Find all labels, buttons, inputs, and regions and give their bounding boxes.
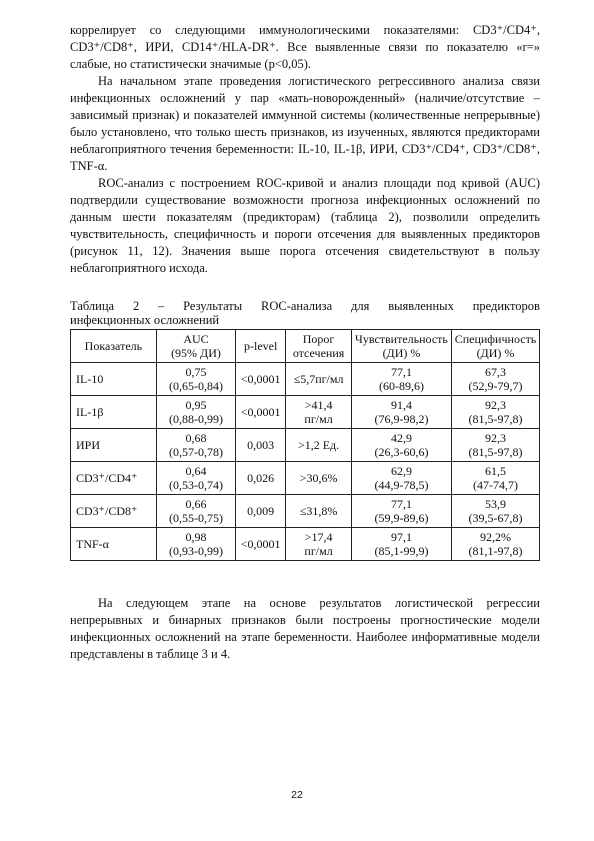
cell-p-level: 0,026 [236,462,286,495]
cell-sensitivity [352,462,452,495]
cell-cutoff [286,495,352,528]
table-caption-line1 [70,299,540,313]
cell-p-level: <0,0001 [236,396,286,429]
cell-line: (81,5-97,8) [468,412,523,426]
cell-auc [156,363,235,396]
cell-line: (26,3-60,6) [374,445,429,459]
cell-line: >1,2 Ед. [297,438,340,452]
cell-line: 77,1 [390,497,412,511]
cell-line: пг/мл [304,544,333,558]
caption-word: 2 [132,299,140,313]
header-text: (ДИ) % [476,346,515,360]
paragraph-roc: ROC-анализ с построением ROC-кривой и анализ площади под кривой (AUC) подтвердили существование возможности прогноза инфекционных осложнений по данным шести показателям (предикторам) (таблица 2), позволили определить чувствительность, специфичность и пороги отсечения для выявленных предикторов (рисунок 11, 12). Значения выше порога отсечения свидетельствуют в пользу неблагоприятного исхода. [70,176,540,275]
cell-sensitivity [352,363,452,396]
cell-line: 92,3 [484,431,506,445]
caption-word: выявленных [388,299,454,313]
header-text: AUC [183,332,209,346]
header-cutoff [286,330,352,363]
cell-line: 0,75 [185,365,207,379]
cell-line: (0,57-0,78) [168,445,223,459]
header-text: Специфичность [454,332,537,346]
cell-specificity [451,462,539,495]
cell-line: (81,5-97,8) [468,445,523,459]
cell-line: (0,93-0,99) [168,544,223,558]
cell-p-level: 0,009 [236,495,286,528]
cell-line: ≤31,8% [299,504,338,518]
cell-specificity [451,495,539,528]
cell-indicator: ИРИ [71,429,157,462]
table-row [71,495,540,528]
cell-line: 0,66 [185,497,207,511]
cell-line: 67,3 [484,365,506,379]
cell-line: (85,1-99,9) [374,544,429,558]
cell-line: (0,55-0,75) [168,511,223,525]
cell-line: пг/мл [304,412,333,426]
cell-line: 91,4 [390,398,412,412]
header-text: (ДИ) % [382,346,421,360]
header-text: Показатель [84,339,143,353]
cell-indicator: TNF-α [71,528,157,561]
cell-line: (44,9-78,5) [374,478,429,492]
caption-word: предикторов [472,299,540,313]
cell-specificity [451,363,539,396]
cell-line: 0,64 [185,464,207,478]
cell-line: >17,4 [304,530,333,544]
cell-indicator: IL-1β [71,396,157,429]
cell-line: (0,65-0,84) [168,379,223,393]
roc-results-table [70,329,540,561]
cell-line: 0,68 [185,431,207,445]
cell-line: 92,3 [484,398,506,412]
header-text: (95% ДИ) [171,346,221,360]
cell-specificity [451,396,539,429]
cell-auc [156,495,235,528]
table-caption-line2: инфекционных осложнений [70,313,220,327]
header-sensitivity [352,330,452,363]
cell-auc [156,462,235,495]
header-text: p-level [244,339,278,353]
cell-line: 97,1 [390,530,412,544]
cell-line: (39,5-67,8) [468,511,523,525]
caption-word: – [158,299,165,313]
caption-word: для [351,299,370,313]
table-row [71,363,540,396]
cell-line: (0,53-0,74) [168,478,223,492]
cell-cutoff [286,396,352,429]
cell-cutoff [286,429,352,462]
paragraph-correlation: коррелирует со следующими иммунологическими показателями: CD3⁺/CD4⁺, CD3⁺/CD8⁺, ИРИ, CD14⁺/HLA-DR⁺. Все выявленные связи по показателю «r=» слабые, но статистически значимые (p<0,05). [70,23,540,71]
cell-p-level: <0,0001 [236,363,286,396]
cell-specificity [451,528,539,561]
cell-line: (0,88-0,99) [168,412,223,426]
cell-sensitivity [352,528,452,561]
cell-line: (76,9-98,2) [374,412,429,426]
cell-indicator: CD3⁺/CD4⁺ [71,462,157,495]
cell-line: 0,95 [185,398,207,412]
table-row [71,429,540,462]
cell-line: (59,9-89,6) [374,511,429,525]
header-text: Порог [302,332,335,346]
cell-specificity [451,429,539,462]
cell-auc [156,528,235,561]
header-text: Чувствительность [355,332,448,346]
cell-p-level: <0,0001 [236,528,286,561]
cell-sensitivity [352,495,452,528]
header-indicator [71,330,157,363]
cell-line: 53,9 [484,497,506,511]
header-specificity [451,330,539,363]
caption-word: ROC-анализа [261,299,333,313]
cell-sensitivity [352,396,452,429]
cell-sensitivity [352,429,452,462]
cell-cutoff [286,528,352,561]
header-auc [156,330,235,363]
cell-line: (60-89,6) [378,379,424,393]
cell-line: >30,6% [299,471,338,485]
cell-line: >41,4 [304,398,333,412]
table-row [71,462,540,495]
caption-word: Таблица [70,299,115,313]
paragraph-next-step: На следующем этапе на основе результатов логистической регрессии непрерывных и бинарных признаков были построены прогностические модели инфекционных осложнений на этапе беременности. Наиболее информативные модели представлены в таблице 3 и 4. [70,596,540,661]
cell-auc [156,396,235,429]
cell-line: 77,1 [390,365,412,379]
cell-auc [156,429,235,462]
cell-cutoff [286,363,352,396]
cell-line: (81,1-97,8) [468,544,523,558]
cell-line: ≤5,7пг/мл [293,372,344,386]
cell-line: 0,98 [185,530,207,544]
caption-word: Результаты [183,299,243,313]
cell-cutoff [286,462,352,495]
header-p-level [236,330,286,363]
document-page [70,22,540,663]
table-caption [70,299,540,327]
cell-line: 92,2% [479,530,511,544]
cell-line: (52,9-79,7) [468,379,523,393]
cell-line: 42,9 [390,431,412,445]
cell-p-level: 0,003 [236,429,286,462]
cell-indicator: IL-10 [71,363,157,396]
page-number: 22 [291,789,303,801]
paragraph-regression: На начальном этапе проведения логистического регрессивного анализа связи инфекционных осложнений у пар «мать-новорожденный» (наличие/отсутствие – зависимый признак) и показателей иммунной системы (количественные непрерывные) было установлено, что только шесть признаков, из изученных, являются предикторами неблагоприятного течения беременности: IL-10, IL-1β, ИРИ, CD3⁺/CD4⁺, CD3⁺/CD8⁺, TNF-α. [70,74,540,173]
cell-line: (47-74,7) [472,478,518,492]
cell-line: 61,5 [484,464,506,478]
cell-line: 62,9 [390,464,412,478]
cell-indicator: CD3⁺/CD8⁺ [71,495,157,528]
table-row [71,528,540,561]
table-row [71,396,540,429]
table-header-row [71,330,540,363]
header-text: отсечения [292,346,345,360]
